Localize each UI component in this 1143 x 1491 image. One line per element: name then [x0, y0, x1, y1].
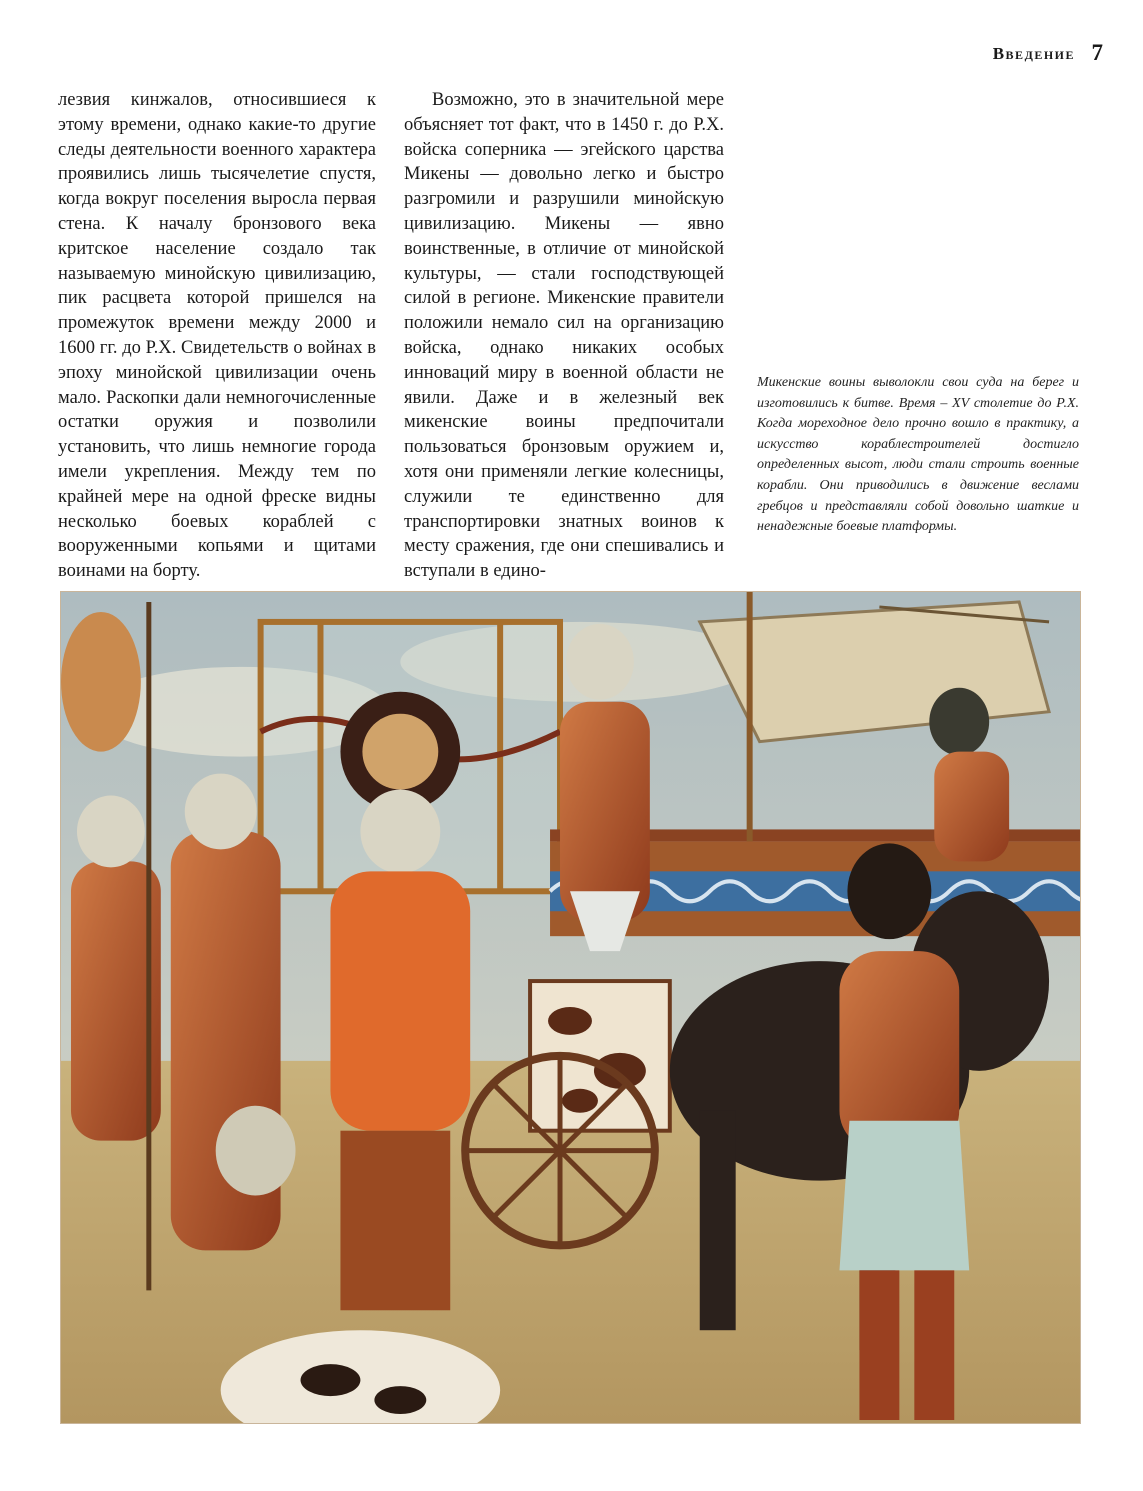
illustration-artwork	[61, 592, 1080, 1423]
text-column-left	[58, 88, 376, 584]
warrior-armored	[330, 692, 470, 1311]
page-number: 7	[1091, 40, 1103, 65]
boar-tusk-helmet	[216, 1106, 296, 1196]
text-column-middle	[404, 88, 724, 584]
running-head-section-title: Введение	[992, 44, 1075, 63]
mycenaean-warriors-illustration	[60, 591, 1081, 1424]
body-paragraph: Возможно, это в значительной мере объясняет тот факт, что в 1450 г. до Р.Х. войска соперника — эгейского царства Микены — довольно легко и быстро разгромили и разрушили минойскую цивилизацию. Микены — явно воинственные, в отличие от минойской культуры, — стали господствующей силой в регионе. Микенские правители положили немало сил на организацию войска, однако никаких особых инноваций миру в военной области не явили. Даже и в железный век микенские воины предпочитали пользоваться бронзовым оружием и, хотя они применяли легкие колесницы, служили те единственно для транспортировки знатных воинов к месту сражения, где они спешивались и вступали в едино-	[404, 90, 724, 582]
body-paragraph: лезвия кинжалов, относившиеся к этому времени, однако какие-то другие следы деятельности военного характера проявились лишь тысячелетие спустя, когда вокруг поселения выросла первая стена. К началу бронзового века критское население создало так называемую минойскую цивилизацию, пик расцвета которой пришелся на промежуток времени между 2000 и 1600 гг. до Р.Х. Свидетельств о войнах в эпоху минойской цивилизации очень мало. Раскопки дали немногочисленные остатки оружия и позволили установить, что лишь немногие города имели укрепления. Между тем по крайней мере на одной фреске видны несколько боевых кораблей с вооруженными копьями и щитами воинами на борту.	[58, 90, 376, 582]
ship-figurehead	[61, 612, 141, 752]
illustration-caption: Микенские воины выволокли свои суда на берег и изготовились к битве. Время – XV столетие до Р.Х. Когда мореходное дело прочно вошло в практику, а искусство кораблестроителей достигло определенных высот, люди стали строить военные корабли. Они приводились в движение веслами гребцов и представляли собой довольно шаткие и ненадежные боевые платформы.	[757, 375, 1079, 535]
